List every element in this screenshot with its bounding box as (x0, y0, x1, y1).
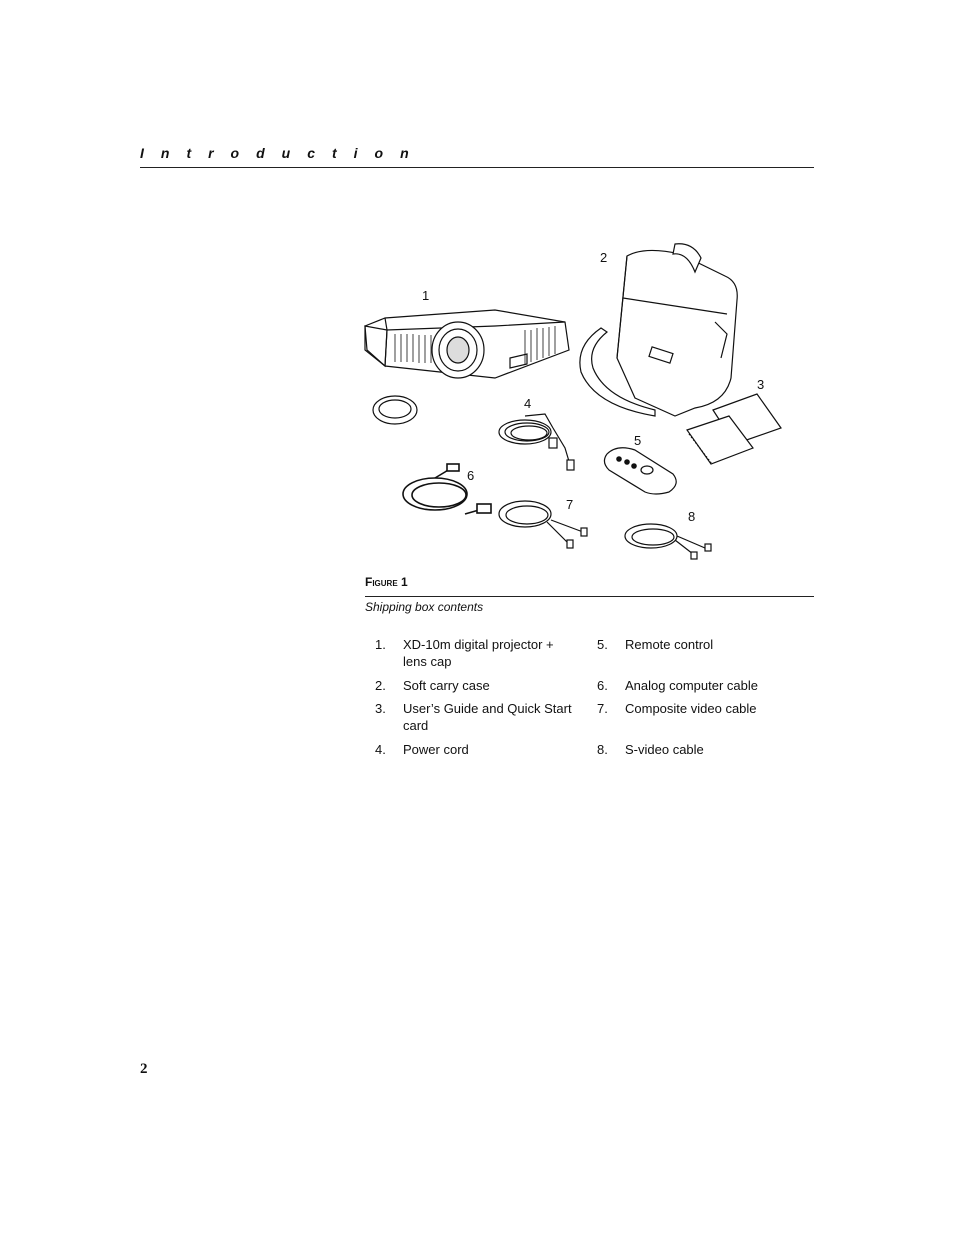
figure-number: 1 (401, 575, 408, 589)
composite-cable-drawing (499, 501, 587, 548)
list-item-number: 8. (597, 742, 608, 757)
callout-7: 7 (566, 497, 574, 512)
list-item-text: XD-10m digital projector + lens cap (403, 637, 554, 669)
header-rule (140, 167, 814, 168)
callout-6: 6 (467, 468, 475, 483)
shipping-contents-illustration (355, 238, 795, 568)
list-item-number: 6. (597, 678, 608, 693)
list-item-text: Remote control (625, 637, 714, 652)
running-head: Introduction (140, 145, 426, 161)
power-cord-drawing (499, 414, 574, 470)
list-item-number: 2. (375, 678, 386, 693)
list-item-number: 7. (597, 701, 608, 716)
callout-8: 8 (688, 509, 696, 524)
figure-title (365, 575, 408, 589)
list-item-text: Analog computer cable (625, 678, 758, 693)
page-number: 2 (140, 1061, 148, 1077)
list-item-number: 1. (375, 637, 386, 652)
callout-5: 5 (634, 433, 642, 448)
list-item-number: 5. (597, 637, 608, 652)
list-item-number: 4. (375, 742, 386, 757)
list-item-text: Soft carry case (403, 678, 490, 693)
figure-label: Figure (365, 575, 398, 589)
remote-control-drawing (604, 448, 676, 494)
callout-3: 3 (757, 377, 765, 392)
analog-cable-drawing (403, 464, 491, 514)
callout-1: 1 (422, 288, 430, 303)
figure-caption: Shipping box contents (365, 600, 484, 614)
callout-4: 4 (524, 396, 532, 411)
list-item-text: S-video cable (625, 742, 704, 757)
projector-drawing (365, 310, 569, 378)
list-item-text: Composite video cable (625, 701, 757, 716)
s-video-cable-drawing (625, 524, 711, 559)
callout-2: 2 (600, 250, 608, 265)
carry-case-drawing (580, 244, 737, 416)
list-item-number: 3. (375, 701, 386, 716)
lens-cap-drawing (373, 396, 417, 424)
figure-rule (365, 596, 814, 597)
list-item-text: User’s Guide and Quick Start card (403, 701, 572, 733)
list-item-text: Power cord (403, 742, 469, 757)
